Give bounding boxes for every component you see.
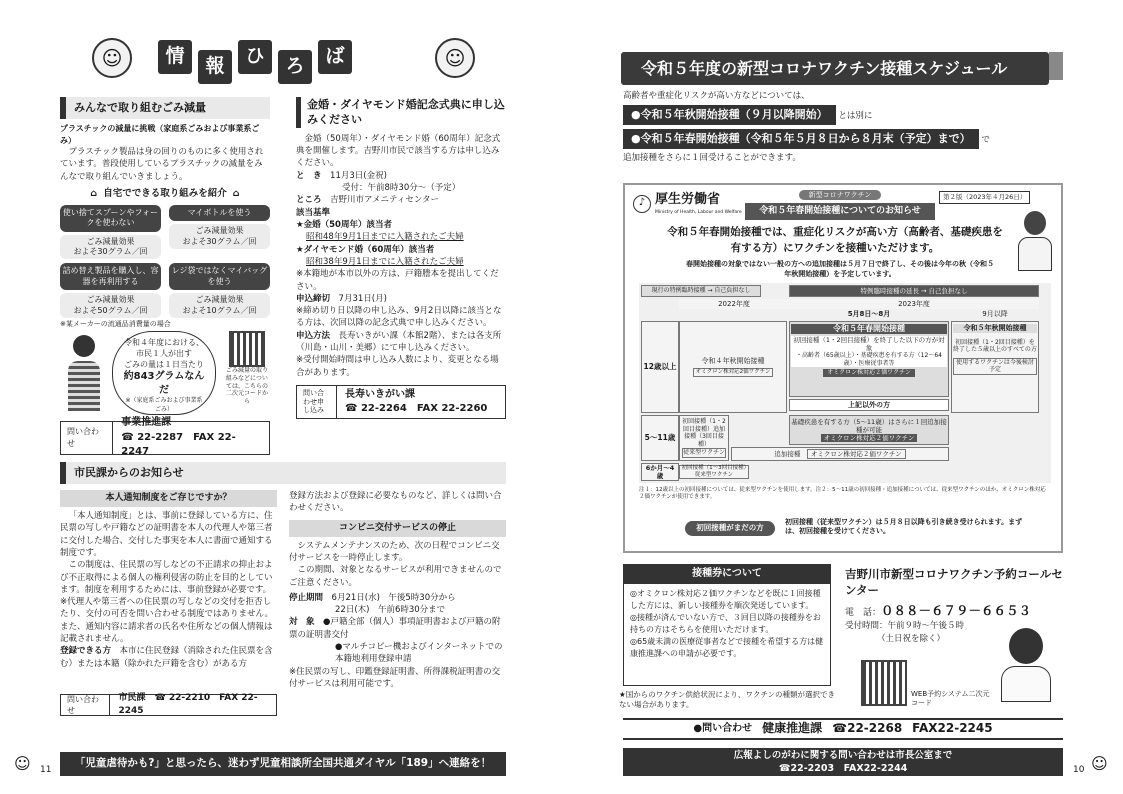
- center-tel-label: 電 話：: [845, 608, 882, 619]
- contact-dept: 事業推進課: [121, 417, 172, 429]
- footer-line2: ☎22-2203 FAX22-2244: [778, 763, 908, 775]
- person-icon: [1013, 211, 1057, 271]
- title-char: ろ: [278, 50, 312, 84]
- page-left: [0, 0, 560, 794]
- home-title: 自宅でできる取り組みを紹介: [103, 188, 227, 200]
- stat-bubble: [112, 331, 216, 415]
- qr-caption: ごみ減量の取り組みなどについては、こちらの二次元コードから: [225, 367, 268, 406]
- garbage-heading: みんなで取り組むごみ減量: [60, 97, 270, 119]
- title-char: ひ: [238, 40, 272, 74]
- vaccine-contact: [623, 718, 1063, 740]
- contact-tel: ☎ 22-2210: [154, 693, 211, 704]
- anniversary-heading: 金婚・ダイヤモンド婚記念式典に申し込みください: [296, 97, 506, 128]
- schedule-diagram: [639, 283, 1051, 483]
- center-tel[interactable]: ０８８－６７９－６６５３: [881, 603, 1032, 619]
- stat-line: ごみの量は１日当たり: [124, 359, 204, 369]
- target-value2: ●マルチコピー機およびインターネットでの本籍地利用登録申請: [335, 642, 503, 665]
- year-2022: 2022年度: [679, 299, 789, 309]
- contact-fax: FAX 22-2260: [416, 403, 488, 415]
- where-label: ところ: [296, 195, 322, 206]
- period-label: 停止期間: [289, 592, 324, 603]
- tip-effect-label: ごみ減量効果: [86, 236, 135, 246]
- box2-note: ※住民票の写し、印鑑登録証明書、所得課税証明書の交付サービスは利用可能です。: [289, 666, 501, 690]
- criteria-label: 該当基準: [296, 207, 331, 218]
- tip-effect-label: ごみ減量効果: [86, 295, 135, 305]
- notice-heading: 市民課からのお知らせ: [60, 462, 506, 484]
- qr-block: [224, 331, 270, 406]
- period-value1: 6月21日(水) 午後5時30分から: [331, 592, 456, 603]
- intro-line2: 追加接種をさらに１回受けることができます。: [623, 153, 801, 164]
- box2-body2: この期間、対象となるサービスが利用できませんのでご注意ください。: [289, 565, 502, 588]
- when-value2: 受付：午前8時30分～（予定）: [342, 183, 461, 194]
- ticket-p1: ◎オミクロン株対応２価ワクチンなどを既に１回接種した方には、新しい接種券を順次発送しています。: [630, 588, 821, 610]
- intro-block: [623, 90, 1063, 165]
- anniversary-note3: ※受付開始時間は申し込み人数により、変更となる場合があります。: [296, 355, 499, 378]
- autumn-suffix: とは別に: [838, 111, 873, 122]
- intro-line: 高齢者や重症化リスクが高い方などについては、: [623, 91, 810, 101]
- tip-effect: [60, 235, 161, 260]
- deadline-value: 7月31日(月): [338, 293, 387, 304]
- mascot-right: [435, 38, 475, 78]
- legend-current: 現行の特例臨時接種 → 自己負担なし: [641, 285, 761, 297]
- garbage-note: ※某メーカーの流通品消費量の場合: [60, 319, 171, 328]
- leaflet: [623, 183, 1063, 553]
- anniversary-note2: ※締め切り日以降の申し込み、9月2日以降に該当となる方は、次回以降の記念式典で申し込みください。: [296, 306, 502, 329]
- spring-pill: ●令和５年春開始接種（令和５年５月８日から８月末（予定）まで）: [623, 129, 979, 149]
- year-2023: 2023年度: [789, 299, 1039, 309]
- sep-label: 9月以降: [982, 309, 1008, 318]
- garbage-section: [60, 97, 270, 458]
- spring-box-vaccine: オミクロン株対応２価ワクチン: [823, 369, 915, 377]
- mascot-left: [92, 38, 132, 78]
- leaflet-headline: 令和５年春開始接種では、重症化リスクが高い方（高齢者、基礎疾患を有する方）にワクチンを接種いただけます。: [667, 226, 1003, 254]
- autumn-pill: ●令和５年秋開始接種（９月以降開始）: [623, 105, 836, 125]
- garbage-stat: [60, 331, 270, 419]
- tip-effect-label: ごみ減量効果: [195, 295, 244, 305]
- anniversary-note1: ※本籍地が本市以外の方は、戸籍謄本を提出してください。: [296, 269, 499, 292]
- contact-tel: ☎22-2268: [832, 721, 903, 736]
- house-icon: ⌂: [90, 188, 98, 200]
- diamond-value: 昭和38年9月1日までに入籍されたご夫婦: [306, 256, 464, 267]
- initial-text: 初回接種（従来型ワクチン）は５月８日以降も引き続き受けられます。まずは、初回接種を受けてください。: [785, 518, 1023, 536]
- notice-section: [60, 462, 506, 716]
- contact-fax: FAX 22-2245: [118, 693, 258, 717]
- title-char: 報: [198, 50, 232, 84]
- tips-grid: [60, 205, 270, 318]
- tip-card: [169, 205, 270, 260]
- reg-value: 本市に住民登録（消除された住民票を含む）または本籍（除かれた戸籍を含む）がある方: [60, 646, 273, 669]
- qr-code-icon[interactable]: [229, 331, 265, 367]
- ministry-name: 厚生労働省: [655, 192, 721, 207]
- box2-title: コンビニ交付サービスの停止: [289, 520, 506, 537]
- kid-add: [731, 447, 949, 461]
- contact-dept: 長寿いきがい課: [345, 388, 415, 400]
- stat-line: 令和４年度における、: [124, 338, 204, 348]
- anniversary-intro: 金婚（50周年）・ダイヤモンド婚（60周年）記念式典を開催します。吉野川市民で該当する方は申し込みください。: [296, 133, 501, 169]
- spring-box-detail: 初回接種（1・2回目接種）を終了した以下の方が対象: [791, 336, 947, 352]
- contact-fax: FAX22-2245: [912, 721, 993, 736]
- leaflet-footnotes: 注１：12歳以上の初回接種については、従来型ワクチンを使用します。注２：5～11歳の初回接種・追加接種については、従来型ワクチンのほか、オミクロン株対応２価ワクチンが使用できます。: [639, 487, 1046, 501]
- contact-dept: 健康推進課: [762, 721, 823, 736]
- tip-action: 詰め替え製品を購入し、容器を再利用する: [60, 263, 161, 290]
- page-number: 11: [40, 765, 52, 775]
- ministry-logo: [633, 191, 742, 216]
- ticket-note: ★国からのワクチン供給状況により、ワクチンの種類が選択できない場合があります。: [619, 690, 835, 710]
- footer-banner: [623, 748, 1063, 776]
- box1-note: ※代理人や第三者への住民票の写しなどの交付を拒否したり、交付の可否を問い合わせる制度ではありません。また、通知内容に請求者の氏名や住所などの個人情報は記載されません。: [60, 597, 274, 645]
- mascot-icon: ☺: [14, 754, 31, 773]
- ticket-title: 接種券について: [624, 565, 830, 584]
- vaccine-title: 令和５年度の新型コロナワクチン接種スケジュール: [621, 52, 1049, 85]
- footer-line1: 広報よしのがわに関する問い合わせは市長公室まで: [733, 750, 953, 761]
- spring-suffix: で: [981, 135, 990, 146]
- kid-initial-label: 初回接種（1・2回目接種）追加接種（3回目接種）: [682, 418, 726, 448]
- row-5to11: 5～11歳: [641, 415, 679, 461]
- kid-vaccine: 従来型ワクチン: [683, 449, 725, 457]
- ticket-box: [623, 564, 831, 686]
- contact-info: [113, 413, 269, 463]
- kid-spring: [789, 415, 949, 445]
- leaflet-subtitle: 令和５年春開始接種についてのお知らせ: [745, 203, 935, 220]
- stat-line: 市民１人が出す: [136, 348, 192, 358]
- box1-body: 「本人通知制度」とは、事前に登録している方に、住民票の写しや戸籍などの証明書を本人の代理人や第三者に交付した場合、交付した事実を本人に書面で通知する制度です。: [60, 510, 273, 558]
- target-value1: ●戸籍全部（個人）事項証明書および戸籍の附票の証明書交付: [289, 617, 501, 640]
- tip-card: [169, 263, 270, 318]
- ticket-p2: ◎接種が済んでいない方で、３回目以降の接種券をお持ちの方はそちらを使用いただけます。: [630, 612, 821, 634]
- tip-effect-value: およそ10グラム／回: [182, 305, 257, 315]
- reg-method: 登録方法および登録に必要なものなど、詳しくは問い合わせください。: [289, 490, 502, 514]
- tip-action: レジ袋ではなくマイバッグを使う: [169, 263, 270, 290]
- section-title: [158, 40, 352, 84]
- qr-code-icon[interactable]: [861, 660, 909, 708]
- tip-card: [60, 205, 161, 260]
- notice-col1: [60, 490, 277, 690]
- diamond-label: ★ダイヤモンド婚（60周年）該当者: [296, 244, 435, 255]
- tip-effect: [169, 293, 270, 318]
- contact-tel: ☎ 22-2287: [121, 431, 184, 443]
- center-hours2: （土日祝を除く）: [877, 633, 946, 644]
- reg-label: 登録できる方: [60, 646, 112, 657]
- stat-note: ※（家庭系ごみおよび事業系ごみ）: [125, 397, 203, 413]
- contact-info: [110, 689, 276, 721]
- row-baby: 6か月～4歳: [641, 463, 679, 481]
- where-value: 吉野川市アメニティセンター: [330, 195, 440, 206]
- spring-box-list: ・高齢者（65歳以上）・基礎疾患を有する方（12～64歳）・医療従事者等: [791, 352, 947, 367]
- target-label: 対 象: [289, 617, 315, 628]
- tip-effect-value: およそ30グラム／回: [73, 247, 148, 256]
- center-name: 吉野川市新型コロナワクチン予約コールセンター: [845, 567, 1063, 598]
- baby-box: 初回接種（1～3回目接種）従来型ワクチン: [679, 465, 749, 479]
- r4-autumn: [679, 321, 787, 413]
- leaflet-tag: 新型コロナワクチン: [799, 190, 882, 200]
- r4-omicron: オミクロン株対応2価ワクチン: [693, 368, 774, 377]
- leaflet-edition: 第２版（2023年４月26日）: [939, 191, 1030, 204]
- notice-col2: [289, 490, 506, 690]
- title-char: ば: [318, 40, 352, 74]
- row-12plus: 12歳以上: [641, 321, 679, 413]
- contact-info: [337, 385, 495, 420]
- method-label: 申込方法: [296, 330, 331, 341]
- autumn-box-vaccine: 使用するワクチンは今後検討予定: [953, 358, 1037, 375]
- initial-tag: 初回接種がまだの方: [685, 521, 775, 536]
- upper-limit: 上記以外の方: [789, 399, 949, 411]
- method-value: 長寿いきがい課（本館2階）、または各支所（川島・山川・美郷）にて申し込みください。: [296, 330, 502, 354]
- tip-action: マイボトルを使う: [169, 205, 270, 221]
- tip-card: [60, 263, 161, 318]
- gold-value: 昭和48年9月1日までに入籍されたご夫婦: [306, 232, 464, 243]
- kid-add-label: 追加接種: [774, 449, 801, 458]
- notice-contact: [60, 694, 277, 716]
- autumn-box-detail: 初回接種（1・2回目接種）を終了した５歳以上のすべての方: [953, 338, 1037, 354]
- tip-effect-value: およそ30グラム／回: [182, 236, 257, 246]
- kid-add-vaccine: オミクロン株対応２価ワクチン: [807, 449, 906, 459]
- mascot-icon: ☺: [435, 38, 475, 78]
- contact-label: ●問い合わせ: [693, 722, 753, 734]
- stat-value: 約843グラムなんだ: [123, 371, 205, 396]
- page-number: 10: [1073, 765, 1085, 775]
- leaflet-header: [745, 189, 935, 220]
- leaflet-sub: 春開始接種の対象ではない一般の方への追加接種は５月７日で終了し、その後は今年の秋（令和５年秋開始接種）を予定しています。: [686, 260, 994, 279]
- ministry-icon: ♪: [633, 195, 651, 213]
- spring-box-title: 令和５年春開始接種: [791, 324, 947, 334]
- kid-initial: [679, 415, 729, 461]
- contact-dept: 市民課: [118, 693, 146, 704]
- mascot-icon: ☺: [92, 38, 132, 78]
- garbage-body: プラスチック製品は身の回りのものに多く使用されています。普段使用しているプラスチックの減量をみんなで取り組んでいきましょう。: [60, 147, 264, 182]
- footer-banner: 「児童虐待かも?」と思ったら、迷わず児童相談所全国共通ダイヤル「189」へ連絡を！: [60, 752, 506, 776]
- ticket-body: [624, 584, 830, 664]
- garbage-contact: [60, 417, 270, 458]
- anniversary-section: [296, 97, 506, 419]
- page-right: [563, 0, 1123, 794]
- autumn-box-title: 令和５年秋開始接種: [953, 324, 1037, 333]
- contact-fax: FAX 22-2247: [121, 431, 236, 458]
- garbage-subheading: プラスチックの減量に挑戦（家庭系ごみおよび事業系ごみ）: [60, 123, 260, 145]
- tip-effect-label: ごみ減量効果: [195, 226, 244, 236]
- box2-body: システムメンテナンスのため、次の日程でコンビニ交付サービスを一時停止します。: [289, 540, 500, 563]
- tip-action: 使い捨てスプーンやフォークを使わない: [60, 205, 161, 232]
- tip-effect-value: およそ50グラム／回: [73, 305, 148, 315]
- spring-box: [789, 321, 949, 397]
- person-icon: [64, 335, 104, 415]
- kid-spring-label: 基礎疾患を有する方（5～11歳）はさらに１回追加接種が可能: [791, 417, 947, 434]
- qr-label: WEB予約システム二次元コード: [911, 690, 990, 708]
- contact-label: 問い合わせ: [61, 422, 113, 454]
- center-hours: 受付時間：午前９時～午後５時: [845, 621, 965, 632]
- when-value: 11月3日(金祝): [330, 170, 387, 181]
- box1-title: 本人通知制度をご存じですか？: [60, 490, 277, 507]
- ministry-en: Ministry of Health, Labour and Welfare: [655, 209, 742, 215]
- contact-tel: ☎ 22-2264: [345, 403, 407, 415]
- when-label: と き: [296, 170, 322, 181]
- ticket-p3: ◎65歳未満の医療従事者などで接種を希望する方は健康推進課への申請が必要です。: [630, 636, 824, 658]
- kid-spring-vaccine: オミクロン株対応２価ワクチン: [821, 434, 918, 442]
- box1-body2: この制度は、住民票の写しなどの不正請求の抑止および不正取得による個人の権利侵害の防止を目的としています。制度を利用するためには、事前登録が必要です。: [60, 560, 273, 595]
- legend-extended: 特例臨時接種の延長 → 自己負担なし: [789, 285, 1039, 297]
- phone-person-icon: [993, 628, 1059, 706]
- title-char: 情: [158, 40, 192, 74]
- autumn-box: [951, 321, 1039, 413]
- r4-autumn-label: 令和４年秋開始接種: [701, 357, 765, 366]
- mascot-icon: ☺: [1091, 754, 1108, 773]
- tip-effect: [60, 293, 161, 318]
- house-icon: ⌂: [232, 188, 240, 200]
- notice-columns: [60, 490, 506, 690]
- contact-label: 問い合わせ: [61, 695, 110, 715]
- anniversary-contact: [296, 385, 506, 419]
- spring-range: 5月8日～8月: [847, 309, 891, 318]
- period-value2: 22日(木) 午前6時30分まで: [335, 605, 446, 616]
- tip-effect: [169, 224, 270, 249]
- deadline-label: 申込締切: [296, 293, 331, 304]
- gold-label: ★金婚（50周年）該当者: [296, 219, 392, 230]
- contact-label: 問い合わせ申し込み: [297, 386, 337, 418]
- home-title-row: [60, 187, 270, 201]
- title-accent: [1049, 52, 1063, 80]
